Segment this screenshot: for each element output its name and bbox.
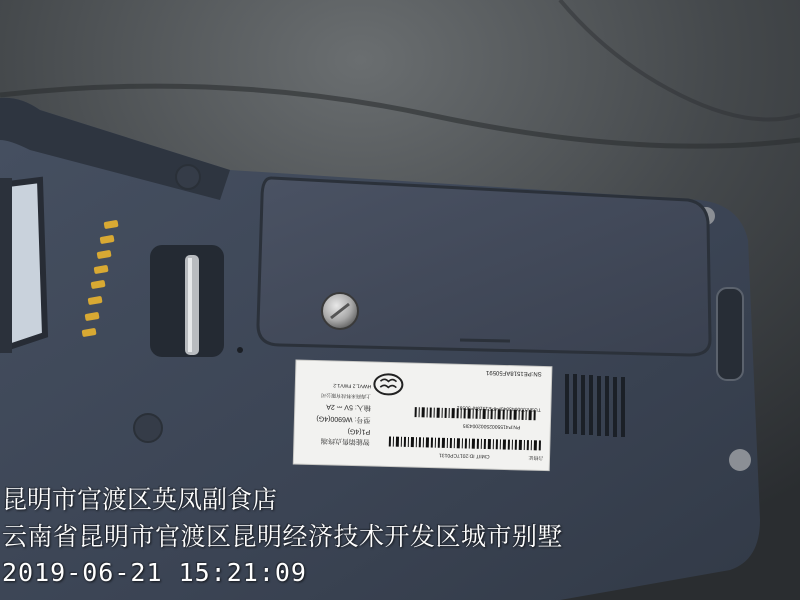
label-line: HWV1.2 FWV1.2: [333, 381, 372, 389]
side-slot: [717, 288, 743, 380]
label-line: 智能销售点终端: [320, 436, 370, 445]
label-line: TUSN:000043043F4PE1518AF50591: [456, 404, 541, 413]
label-line: PN:P415500250020043I5: [462, 422, 521, 430]
address-overlay: 云南省昆明市官渡区昆明经济技术开发区城市别墅: [2, 522, 564, 551]
label-line: P1(4G): [347, 427, 371, 435]
screw-bump: [729, 449, 751, 471]
screw-bump: [176, 165, 200, 189]
battery-cover: [258, 178, 710, 355]
label-line: 输入: 5V ⎓ 2A: [326, 402, 371, 411]
label-line: 合格证: [528, 454, 544, 461]
timestamp-overlay: 2019-06-21 15:21:09: [2, 558, 307, 587]
label-line: 型号: W6900(4G): [316, 414, 371, 423]
label-sn: SN:PE1518AF50591: [485, 368, 542, 377]
label-line: 上海商米科技有限公司: [321, 391, 372, 399]
product-label: [293, 360, 552, 471]
strap-pin-highlight: [188, 258, 192, 352]
cover-notch: [460, 340, 510, 341]
label-line: CMIIT ID:2017CP0131: [438, 451, 490, 460]
screw-bump: [134, 414, 162, 442]
mic-hole: [237, 347, 243, 353]
window-edge: [0, 178, 12, 353]
store-name-overlay: 昆明市官渡区英凤副食店: [2, 485, 278, 514]
